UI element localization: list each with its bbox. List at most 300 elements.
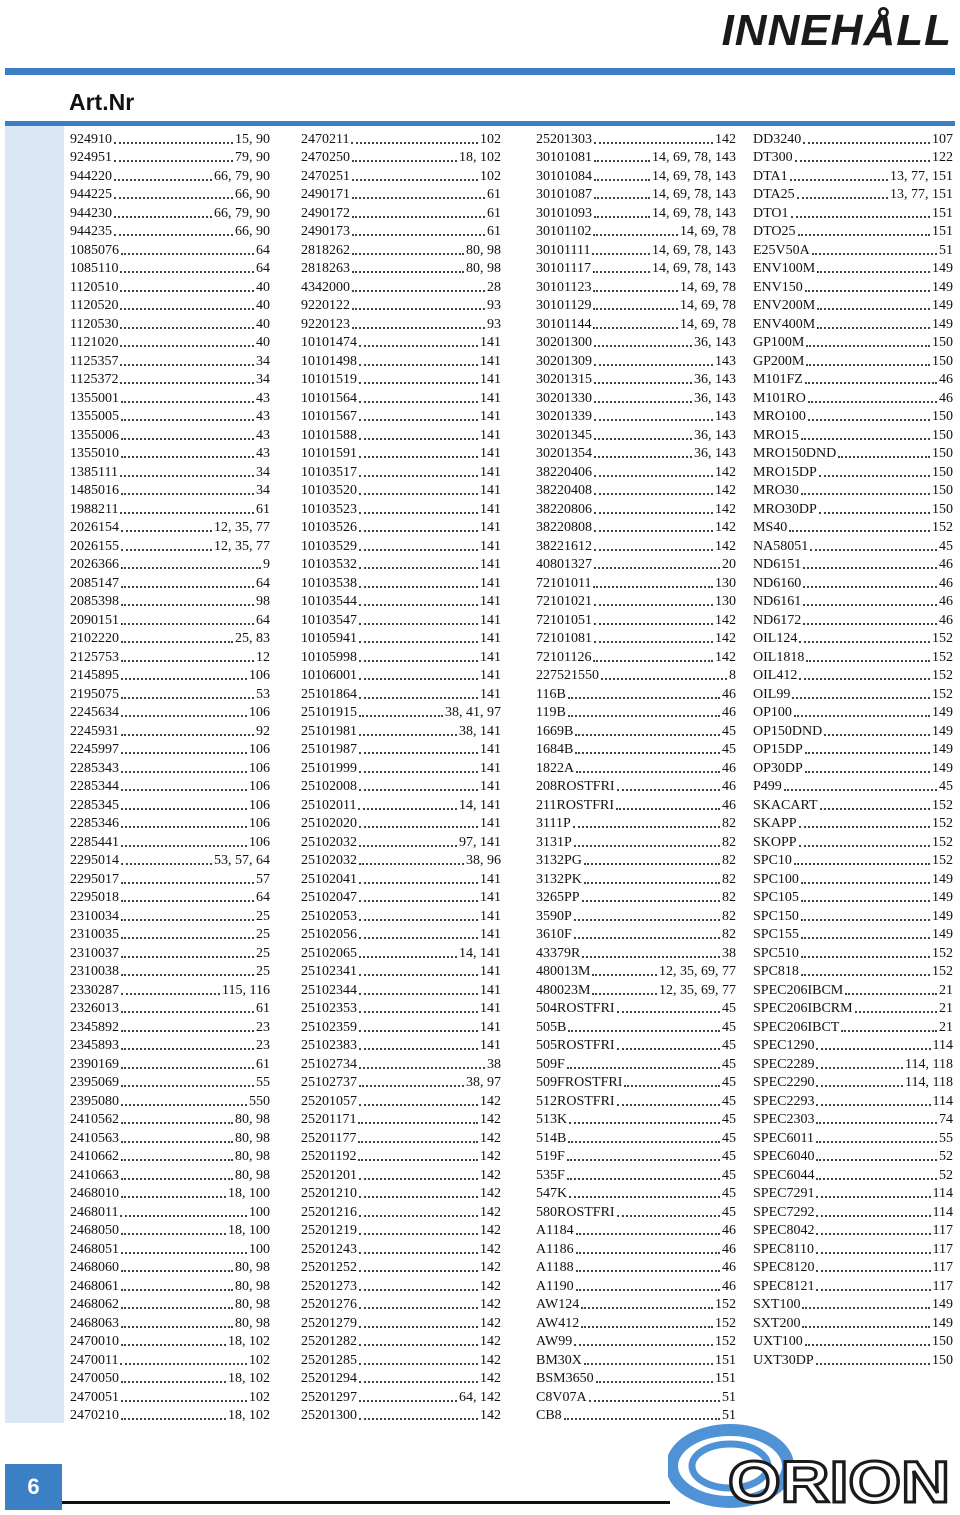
page-refs: 80, 98: [466, 261, 501, 276]
index-entry: [301, 906, 501, 925]
article-number: M101RO: [753, 390, 806, 406]
article-number: 2285345: [70, 797, 119, 813]
index-entry: [301, 1332, 501, 1351]
page-refs: 38: [722, 945, 736, 961]
dot-leader: [806, 660, 930, 662]
dot-leader: [594, 549, 713, 551]
page-refs: 14, 69, 78, 143: [652, 150, 736, 165]
index-entry: [301, 1184, 501, 1203]
dot-leader: [359, 660, 478, 662]
dot-leader: [121, 1344, 226, 1346]
page-refs: 107: [932, 131, 953, 147]
dot-leader: [617, 1011, 720, 1013]
article-number: 2085147: [70, 575, 119, 591]
dot-leader: [816, 1215, 930, 1217]
page-refs: 64: [256, 261, 270, 276]
page-refs: 130: [715, 594, 736, 609]
dot-leader: [121, 863, 212, 865]
page-title: INNEHÅLL: [721, 6, 952, 55]
article-number: DT300: [753, 150, 793, 165]
dot-leader: [359, 1048, 478, 1050]
dot-leader: [359, 678, 478, 680]
page-refs: 23: [256, 1038, 270, 1053]
article-number: ND6161: [753, 594, 802, 609]
article-number: 2470011: [70, 1352, 119, 1368]
dot-leader: [816, 1048, 930, 1050]
article-number: MRO150DND: [753, 446, 837, 461]
index-entry: [301, 1369, 501, 1388]
index-entry: [301, 1073, 501, 1092]
article-number: UXT30DP: [753, 1352, 814, 1368]
index-entry: [536, 1073, 736, 1092]
index-entry: [536, 610, 736, 629]
index-entry: [536, 388, 736, 407]
dot-leader: [121, 660, 254, 662]
article-number: 25201303: [536, 131, 592, 147]
article-number: 513K: [536, 1112, 568, 1127]
article-number: 25201252: [301, 1260, 357, 1275]
dot-leader: [359, 1307, 478, 1309]
index-entry: [301, 499, 501, 518]
dot-leader: [812, 253, 937, 255]
page-refs: 40: [256, 335, 270, 350]
page-refs: 122: [932, 150, 953, 165]
page-refs: 100: [249, 1241, 270, 1257]
article-number: 72101011: [536, 575, 592, 591]
article-number: 25201282: [301, 1334, 357, 1349]
index-entry: [70, 869, 270, 888]
article-number: 25102734: [301, 1056, 357, 1072]
dot-leader: [790, 179, 888, 181]
dot-leader: [798, 234, 930, 236]
article-number: OP100: [753, 705, 792, 720]
dot-leader: [802, 1307, 930, 1309]
page-refs: 46: [939, 594, 953, 609]
index-entry: [301, 666, 501, 685]
page-refs: 142: [715, 464, 736, 480]
dot-leader: [594, 216, 650, 218]
page-refs: 21: [939, 1001, 953, 1016]
article-number: MRO15: [753, 427, 799, 443]
page-refs: 141: [480, 668, 501, 683]
article-number: SPEC6011: [753, 1130, 814, 1146]
index-entry: [301, 1221, 501, 1240]
dot-leader: [581, 1307, 713, 1309]
article-number: 25101864: [301, 686, 357, 702]
index-entry: [70, 777, 270, 796]
article-number: 2468010: [70, 1186, 119, 1201]
index-entry: [753, 222, 953, 241]
page-refs: 55: [256, 1075, 270, 1090]
dot-leader: [594, 456, 692, 458]
index-entry: [70, 573, 270, 592]
article-number: GP100M: [753, 335, 805, 350]
dot-leader: [359, 1344, 478, 1346]
page-refs: 25, 83: [235, 631, 270, 646]
article-number: 30101087: [536, 187, 592, 202]
index-entry: [301, 407, 501, 426]
page-refs: 149: [932, 298, 953, 313]
article-number: A1184: [536, 1223, 574, 1238]
index-entry: [536, 1017, 736, 1036]
dot-leader: [594, 142, 713, 144]
index-entry: [536, 906, 736, 925]
page-refs: 61: [256, 1001, 270, 1016]
page-refs: 51: [722, 1408, 736, 1423]
article-number: 10101519: [301, 372, 357, 387]
dot-leader: [601, 678, 727, 680]
dot-leader: [594, 419, 713, 421]
page-refs: 45: [722, 1001, 736, 1016]
page-refs: 23: [256, 1019, 270, 1035]
article-number: SPEC8120: [753, 1260, 815, 1275]
dot-leader: [352, 216, 485, 218]
logo-wordmark: ORION: [728, 1450, 950, 1512]
dot-leader: [120, 308, 254, 310]
page-refs: 141: [480, 871, 501, 887]
dot-leader: [617, 1048, 720, 1050]
index-entry: [536, 1313, 736, 1332]
index-entry: [301, 555, 501, 574]
index-entry: [301, 1110, 501, 1129]
page-refs: 46: [722, 1278, 736, 1294]
index-entry: [753, 481, 953, 500]
article-number: 30201300: [536, 335, 592, 350]
dot-leader: [359, 937, 478, 939]
article-number: SPC155: [753, 927, 799, 942]
article-number: 944230: [70, 205, 112, 221]
dot-leader: [816, 1122, 937, 1124]
index-entry: [536, 1036, 736, 1055]
article-number: A1188: [536, 1260, 574, 1275]
index-entry: [70, 1147, 270, 1166]
page-refs: 142: [715, 520, 736, 535]
page-refs: 12: [256, 649, 270, 665]
article-number: 2410662: [70, 1149, 119, 1164]
index-entry: [301, 721, 501, 740]
index-entry: [301, 1054, 501, 1073]
index-entry: [536, 185, 736, 204]
page-refs: 141: [480, 612, 501, 628]
article-number: 25102032: [301, 834, 357, 850]
article-number: MRO15DP: [753, 464, 817, 480]
index-entry: [753, 1165, 953, 1184]
article-number: ENV150: [753, 279, 803, 295]
dot-leader: [121, 956, 254, 958]
dot-leader: [114, 142, 233, 144]
dot-leader: [816, 1085, 903, 1087]
dot-leader: [121, 1270, 233, 1272]
index-entry: [70, 555, 270, 574]
page-refs: 142: [480, 1334, 501, 1349]
dot-leader: [594, 493, 713, 495]
page-refs: 152: [932, 816, 953, 831]
page-refs: 141: [480, 501, 501, 517]
page-refs: 14, 69, 78, 143: [652, 205, 736, 221]
page-refs: 141: [480, 520, 501, 535]
index-entry: [536, 407, 736, 426]
index-entry: [536, 999, 736, 1018]
page-refs: 38, 141: [459, 723, 501, 739]
page-refs: 8: [729, 668, 736, 683]
page-refs: 52: [939, 1149, 953, 1164]
index-entry: [301, 758, 501, 777]
dot-leader: [121, 419, 254, 421]
index-entry: [536, 425, 736, 444]
page-refs: 141: [480, 816, 501, 831]
dot-leader: [805, 771, 930, 773]
article-number: 25201201: [301, 1167, 357, 1183]
article-number: SPC150: [753, 908, 799, 924]
index-entry: [70, 333, 270, 352]
dot-leader: [359, 493, 478, 495]
index-entry: [536, 1221, 736, 1240]
dot-leader: [617, 1104, 720, 1106]
index-entry: [536, 259, 736, 278]
article-number: 2818262: [301, 242, 350, 258]
article-number: NA58051: [753, 538, 809, 554]
article-number: 2102220: [70, 631, 119, 646]
article-number: 2310038: [70, 964, 119, 979]
index-entry: [536, 1184, 736, 1203]
page-refs: 141: [480, 335, 501, 350]
index-entry: [70, 647, 270, 666]
article-number: GP200M: [753, 353, 805, 369]
dot-leader: [352, 290, 485, 292]
article-number: 10103532: [301, 557, 357, 572]
index-entry: [301, 462, 501, 481]
dot-leader: [576, 1270, 720, 1272]
side-strip: [5, 126, 64, 1423]
article-number: 535F: [536, 1167, 565, 1183]
index-entry: [301, 943, 501, 962]
page-refs: 141: [480, 353, 501, 369]
index-entry: [536, 1054, 736, 1073]
article-number: 25201210: [301, 1186, 357, 1201]
page-refs: 141: [480, 649, 501, 665]
dot-leader: [817, 308, 930, 310]
index-entry: [70, 980, 270, 999]
dot-leader: [359, 826, 478, 828]
dot-leader: [121, 456, 254, 458]
index-entry: [70, 203, 270, 222]
index-entry: [753, 388, 953, 407]
article-number: SPC105: [753, 890, 799, 905]
page-refs: 18, 100: [228, 1223, 270, 1238]
article-number: 2326013: [70, 1001, 119, 1016]
dot-leader: [121, 1122, 233, 1124]
dot-leader: [359, 1011, 478, 1013]
page-refs: 12, 35, 77: [214, 520, 270, 535]
article-number: 227521550: [536, 668, 599, 683]
page-refs: 141: [480, 779, 501, 794]
article-number: 2410563: [70, 1130, 119, 1146]
page-refs: 21: [939, 1019, 953, 1035]
article-number: OIL412: [753, 668, 798, 683]
article-number: 9220122: [301, 298, 350, 313]
index-entry: [536, 851, 736, 870]
section-band: [5, 121, 955, 126]
article-number: SPEC1290: [753, 1038, 815, 1053]
index-entry: [753, 1313, 953, 1332]
page-refs: 114, 118: [905, 1075, 953, 1090]
dot-leader: [794, 715, 930, 717]
dot-leader: [816, 1270, 930, 1272]
dot-leader: [801, 900, 930, 902]
dot-leader: [120, 364, 254, 366]
dot-leader: [359, 974, 478, 976]
dot-leader: [121, 1400, 247, 1402]
dot-leader: [121, 1196, 226, 1198]
page-refs: 25: [256, 927, 270, 942]
article-number: BM30X: [536, 1352, 582, 1368]
index-entry: [301, 314, 501, 333]
index-entry: [70, 259, 270, 278]
dot-leader: [801, 956, 930, 958]
dot-leader: [120, 382, 254, 384]
page-refs: 151: [932, 224, 953, 239]
index-entry: [753, 980, 953, 999]
dot-leader: [359, 993, 478, 995]
article-number: 2125753: [70, 649, 119, 665]
index-entry: [536, 1295, 736, 1314]
dot-leader: [805, 382, 937, 384]
page-refs: 14, 69, 78, 143: [652, 187, 736, 202]
page-refs: 142: [480, 1260, 501, 1275]
page-refs: 64: [256, 242, 270, 258]
dot-leader: [121, 1289, 233, 1291]
index-entry: [301, 148, 501, 167]
dot-leader: [121, 734, 254, 736]
article-number: 25201294: [301, 1371, 357, 1386]
article-number: SPEC206IBCM: [753, 982, 844, 998]
dot-leader: [121, 900, 254, 902]
page-refs: 61: [256, 501, 270, 517]
index-entry: [753, 1017, 953, 1036]
page-refs: 34: [256, 483, 270, 498]
index-entry: [301, 925, 501, 944]
index-entry: [536, 888, 736, 907]
index-entry: [753, 277, 953, 296]
index-entry: [536, 1147, 736, 1166]
dot-leader: [121, 1048, 254, 1050]
page-refs: 102: [480, 131, 501, 147]
index-entry: [536, 1202, 736, 1221]
article-number: MRO100: [753, 409, 806, 424]
page-refs: 114, 118: [905, 1056, 953, 1072]
article-number: 10103538: [301, 575, 357, 591]
page-refs: 142: [480, 1186, 501, 1201]
page-refs: 36, 143: [694, 372, 736, 387]
index-entry: [70, 684, 270, 703]
dot-leader: [617, 789, 720, 791]
article-number: 2470250: [301, 150, 350, 165]
article-number: 38220806: [536, 501, 592, 517]
page-refs: 64: [256, 612, 270, 628]
article-number: 2468060: [70, 1260, 119, 1275]
index-entry: [70, 1258, 270, 1277]
index-entry: [536, 777, 736, 796]
page-refs: 45: [722, 1130, 736, 1146]
page-refs: 61: [487, 187, 501, 202]
index-entry: [70, 740, 270, 759]
dot-leader: [351, 142, 478, 144]
page-refs: 114: [932, 1038, 953, 1053]
dot-leader: [803, 623, 937, 625]
page-refs: 141: [480, 594, 501, 609]
article-number: 38220408: [536, 483, 592, 498]
dot-leader: [564, 1418, 720, 1420]
dot-leader: [845, 993, 937, 995]
article-number: 25102041: [301, 871, 357, 887]
dot-leader: [121, 1011, 254, 1013]
dot-leader: [121, 993, 220, 995]
page-refs: 100: [249, 1204, 270, 1220]
index-entry: [753, 166, 953, 185]
article-number: ND6160: [753, 575, 802, 591]
article-number: 2295014: [70, 853, 119, 868]
page-refs: 150: [932, 446, 953, 461]
index-entry: [301, 703, 501, 722]
dot-leader: [594, 438, 692, 440]
article-number: AW124: [536, 1297, 580, 1312]
dot-leader: [576, 771, 720, 773]
index-entry: [753, 1054, 953, 1073]
index-entry: [70, 222, 270, 241]
index-entry: [301, 888, 501, 907]
page-refs: 66, 90: [235, 224, 270, 239]
page-refs: 141: [480, 742, 501, 757]
article-number: E25V50A: [753, 242, 810, 258]
article-number: 3610F: [536, 927, 572, 942]
page-refs: 82: [722, 927, 736, 942]
page-refs: 82: [722, 816, 736, 831]
article-number: BSM3650: [536, 1371, 594, 1386]
index-entry: [536, 499, 736, 518]
article-number: 509F: [536, 1056, 565, 1072]
page-refs: 36, 143: [694, 390, 736, 406]
dot-leader: [594, 530, 713, 532]
article-number: 1125372: [70, 372, 119, 387]
article-number: 119B: [536, 705, 566, 720]
article-number: SPEC8042: [753, 1223, 815, 1238]
index-entry: [536, 462, 736, 481]
dot-leader: [789, 530, 930, 532]
index-entry: [753, 703, 953, 722]
dot-leader: [359, 364, 478, 366]
index-entry: [753, 1350, 953, 1369]
dot-leader: [795, 160, 930, 162]
page-refs: 149: [932, 760, 953, 776]
dot-leader: [593, 234, 678, 236]
index-entry: [301, 1295, 501, 1314]
page-refs: 14, 69, 78: [680, 316, 736, 332]
index-entry: [536, 1276, 736, 1295]
article-number: 30101093: [536, 205, 592, 221]
page-refs: 38, 41, 97: [445, 705, 501, 720]
article-number: 10101564: [301, 390, 357, 406]
index-entry: [70, 592, 270, 611]
page-refs: 12, 35, 69, 77: [659, 964, 736, 979]
article-number: 30201339: [536, 409, 592, 424]
article-number: 2090151: [70, 612, 119, 628]
index-entry: [70, 388, 270, 407]
dot-leader: [593, 290, 678, 292]
page-refs: 102: [249, 1352, 270, 1368]
dot-leader: [799, 826, 930, 828]
article-number: 40801327: [536, 557, 592, 572]
page-refs: 21: [939, 982, 953, 998]
